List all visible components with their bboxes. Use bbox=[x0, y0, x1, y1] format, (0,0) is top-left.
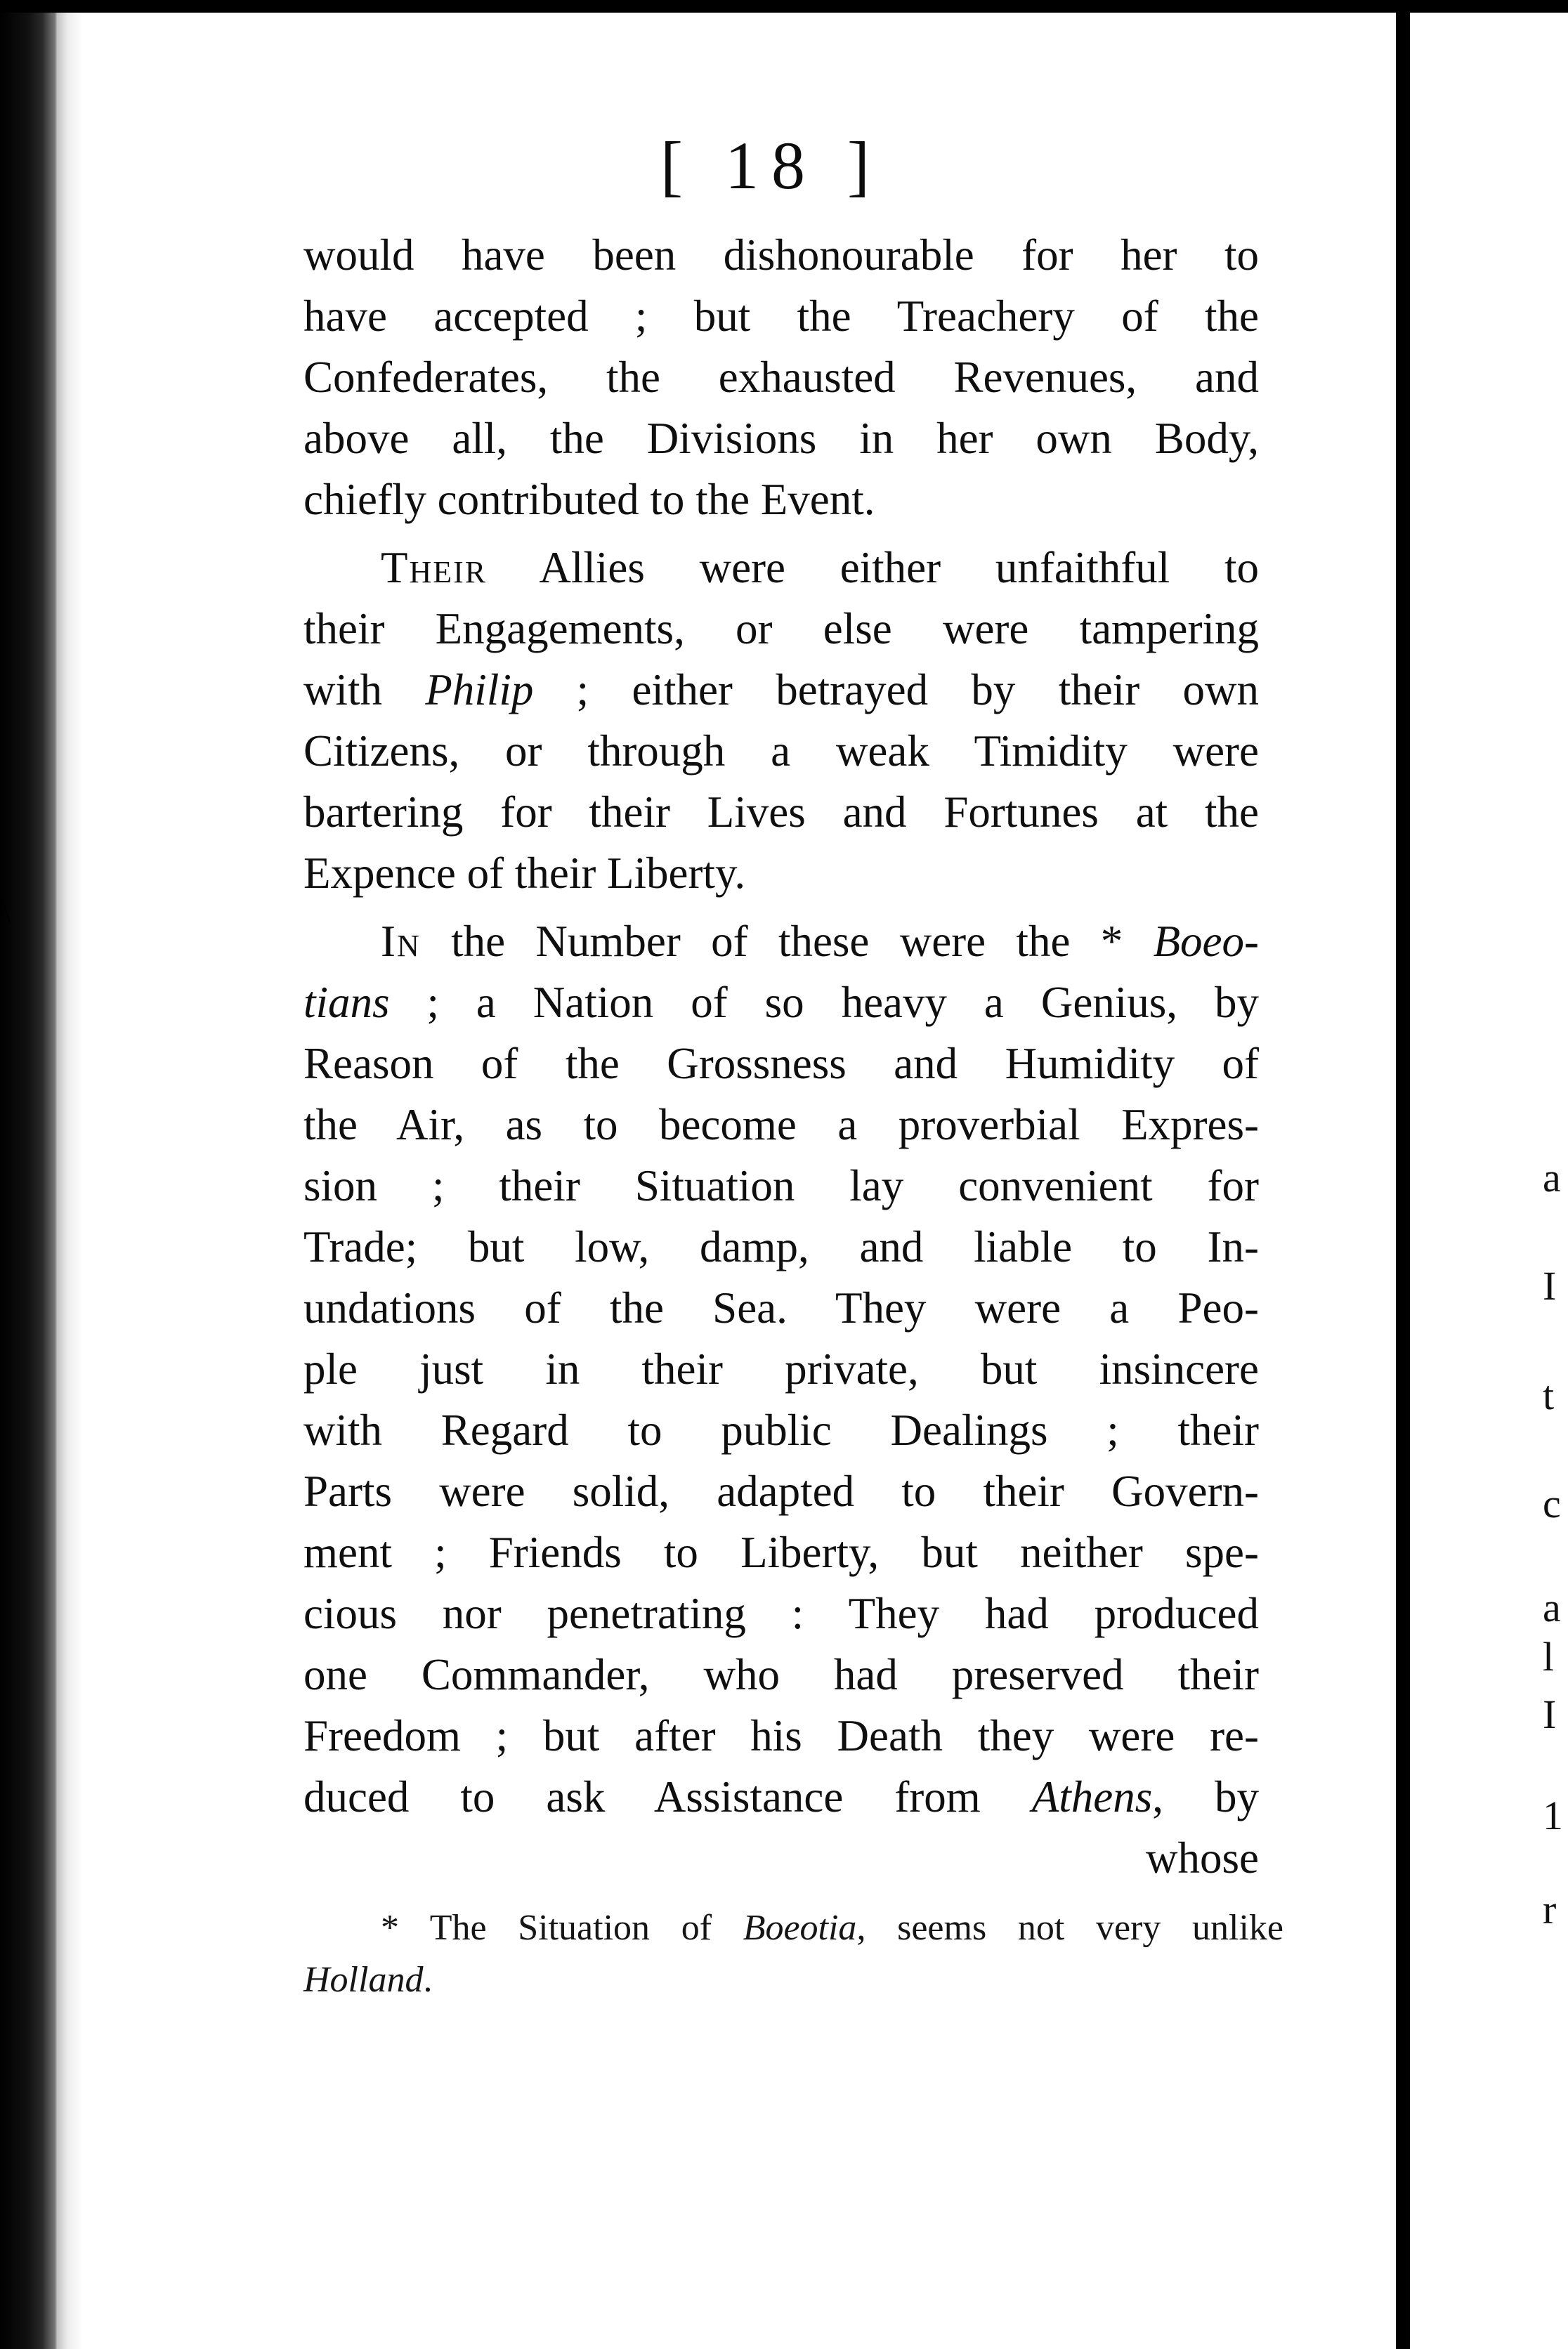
facing-page-fragment: I bbox=[1543, 1266, 1557, 1307]
facing-page-fragment: 1 bbox=[1543, 1795, 1563, 1836]
small-caps-text: In bbox=[381, 917, 421, 966]
body-line bbox=[303, 469, 1259, 530]
text-run: , by bbox=[1152, 1772, 1260, 1821]
facing-page-fragment: c bbox=[1543, 1484, 1561, 1524]
text-run: bartering for their Lives and Fortunes at the bbox=[303, 787, 1259, 837]
text-run: ment ; Friends to Liberty, but neither spe- bbox=[303, 1528, 1259, 1577]
body-line bbox=[303, 660, 1259, 721]
body-line bbox=[303, 598, 1259, 660]
text-run: ; either betrayed by their own bbox=[533, 665, 1259, 714]
text-run: with bbox=[303, 665, 426, 714]
footnote-line bbox=[303, 1954, 1283, 2006]
body-line bbox=[303, 408, 1259, 469]
body-line bbox=[303, 972, 1259, 1033]
body-line bbox=[303, 1644, 1259, 1706]
text-run: have accepted ; but the Treachery of the bbox=[303, 292, 1259, 341]
body-text bbox=[303, 225, 1259, 1889]
body-line bbox=[303, 1583, 1259, 1644]
body-line bbox=[303, 537, 1259, 598]
margin-mark: \ bbox=[3, 897, 11, 929]
text-run: one Commander, who had preserved their bbox=[303, 1650, 1259, 1699]
text-run: Trade; but low, damp, and liable to In- bbox=[303, 1222, 1259, 1271]
body-line bbox=[303, 911, 1259, 972]
text-run: . bbox=[423, 1960, 433, 2000]
text-run: Reason of the Grossness and Humidity of bbox=[303, 1039, 1259, 1088]
text-run: the Air, as to become a proverbial Expres- bbox=[303, 1100, 1259, 1149]
italic-text: tians bbox=[303, 978, 390, 1027]
text-run: whose bbox=[1146, 1833, 1259, 1883]
text-run: sion ; their Situation lay convenient for bbox=[303, 1161, 1259, 1210]
text-run: duced to ask Assistance from bbox=[303, 1772, 1032, 1821]
italic-text: Athens bbox=[1031, 1772, 1153, 1821]
facing-page-fragment: I bbox=[1543, 1694, 1557, 1735]
text-run: cious nor penetrating : They had produced bbox=[303, 1589, 1259, 1638]
text-run: Expence of their Liberty. bbox=[303, 849, 746, 898]
body-line bbox=[303, 782, 1259, 843]
body-line bbox=[303, 1828, 1259, 1889]
text-run: ple just in their private, but insincere bbox=[303, 1344, 1259, 1394]
footnote-line bbox=[303, 1902, 1283, 1954]
text-run: with Regard to public Dealings ; their bbox=[303, 1406, 1259, 1455]
body-line bbox=[303, 1461, 1259, 1522]
body-line bbox=[303, 1278, 1259, 1339]
text-run: Allies were either unfaithful to bbox=[487, 543, 1259, 592]
body-line bbox=[303, 1156, 1259, 1217]
text-run: chiefly contributed to the Event. bbox=[303, 475, 875, 524]
facing-page-fragment: a bbox=[1543, 1158, 1561, 1198]
text-run: the Number of these were the * bbox=[420, 917, 1154, 966]
text-run: undations of the Sea. They were a Peo- bbox=[303, 1283, 1259, 1333]
body-line bbox=[303, 1217, 1259, 1278]
page-number: [ 18 ] bbox=[660, 128, 882, 203]
text-run: Citizens, or through a weak Timidity were bbox=[303, 726, 1259, 776]
text-run: Parts were solid, adapted to their Govern- bbox=[303, 1467, 1259, 1516]
facing-page-fragment: l bbox=[1543, 1637, 1555, 1677]
body-line bbox=[303, 1094, 1259, 1156]
italic-text: Boeo- bbox=[1153, 917, 1259, 966]
text-run: would have been dishonourable for her to bbox=[303, 230, 1259, 280]
italic-text: Holland bbox=[303, 1960, 424, 2000]
text-run: Confederates, the exhausted Revenues, and bbox=[303, 353, 1259, 402]
body-line bbox=[303, 1522, 1259, 1583]
text-run: * The Situation of bbox=[381, 1908, 743, 1948]
text-run: , seems not very unlike bbox=[856, 1908, 1283, 1948]
text-run: ; a Nation of so heavy a Genius, by bbox=[389, 978, 1259, 1027]
body-line bbox=[303, 225, 1259, 286]
small-caps-text: Their bbox=[381, 543, 488, 592]
facing-page-fragment: r bbox=[1543, 1890, 1557, 1930]
body-line bbox=[303, 1033, 1259, 1094]
body-line bbox=[303, 1706, 1259, 1767]
body-line bbox=[303, 1400, 1259, 1461]
text-run: Freedom ; but after his Death they were re- bbox=[303, 1711, 1259, 1760]
body-line bbox=[303, 843, 1259, 904]
body-line bbox=[303, 347, 1259, 408]
italic-text: Boeotia bbox=[743, 1908, 857, 1948]
scan-border bbox=[0, 0, 1568, 13]
binding-gutter bbox=[0, 13, 58, 2349]
facing-page-fragment: t bbox=[1543, 1375, 1555, 1416]
text-run: their Engagements, or else were tampering bbox=[303, 604, 1259, 653]
body-line bbox=[303, 1339, 1259, 1400]
italic-text: Philip bbox=[425, 665, 534, 714]
body-line bbox=[303, 721, 1259, 782]
page-gutter-rule bbox=[1396, 13, 1410, 2349]
text-run: above all, the Divisions in her own Body, bbox=[303, 414, 1259, 463]
body-line bbox=[303, 1767, 1259, 1828]
footnote bbox=[303, 1902, 1283, 2006]
facing-page-fragment: a bbox=[1543, 1588, 1561, 1628]
body-line bbox=[303, 286, 1259, 347]
